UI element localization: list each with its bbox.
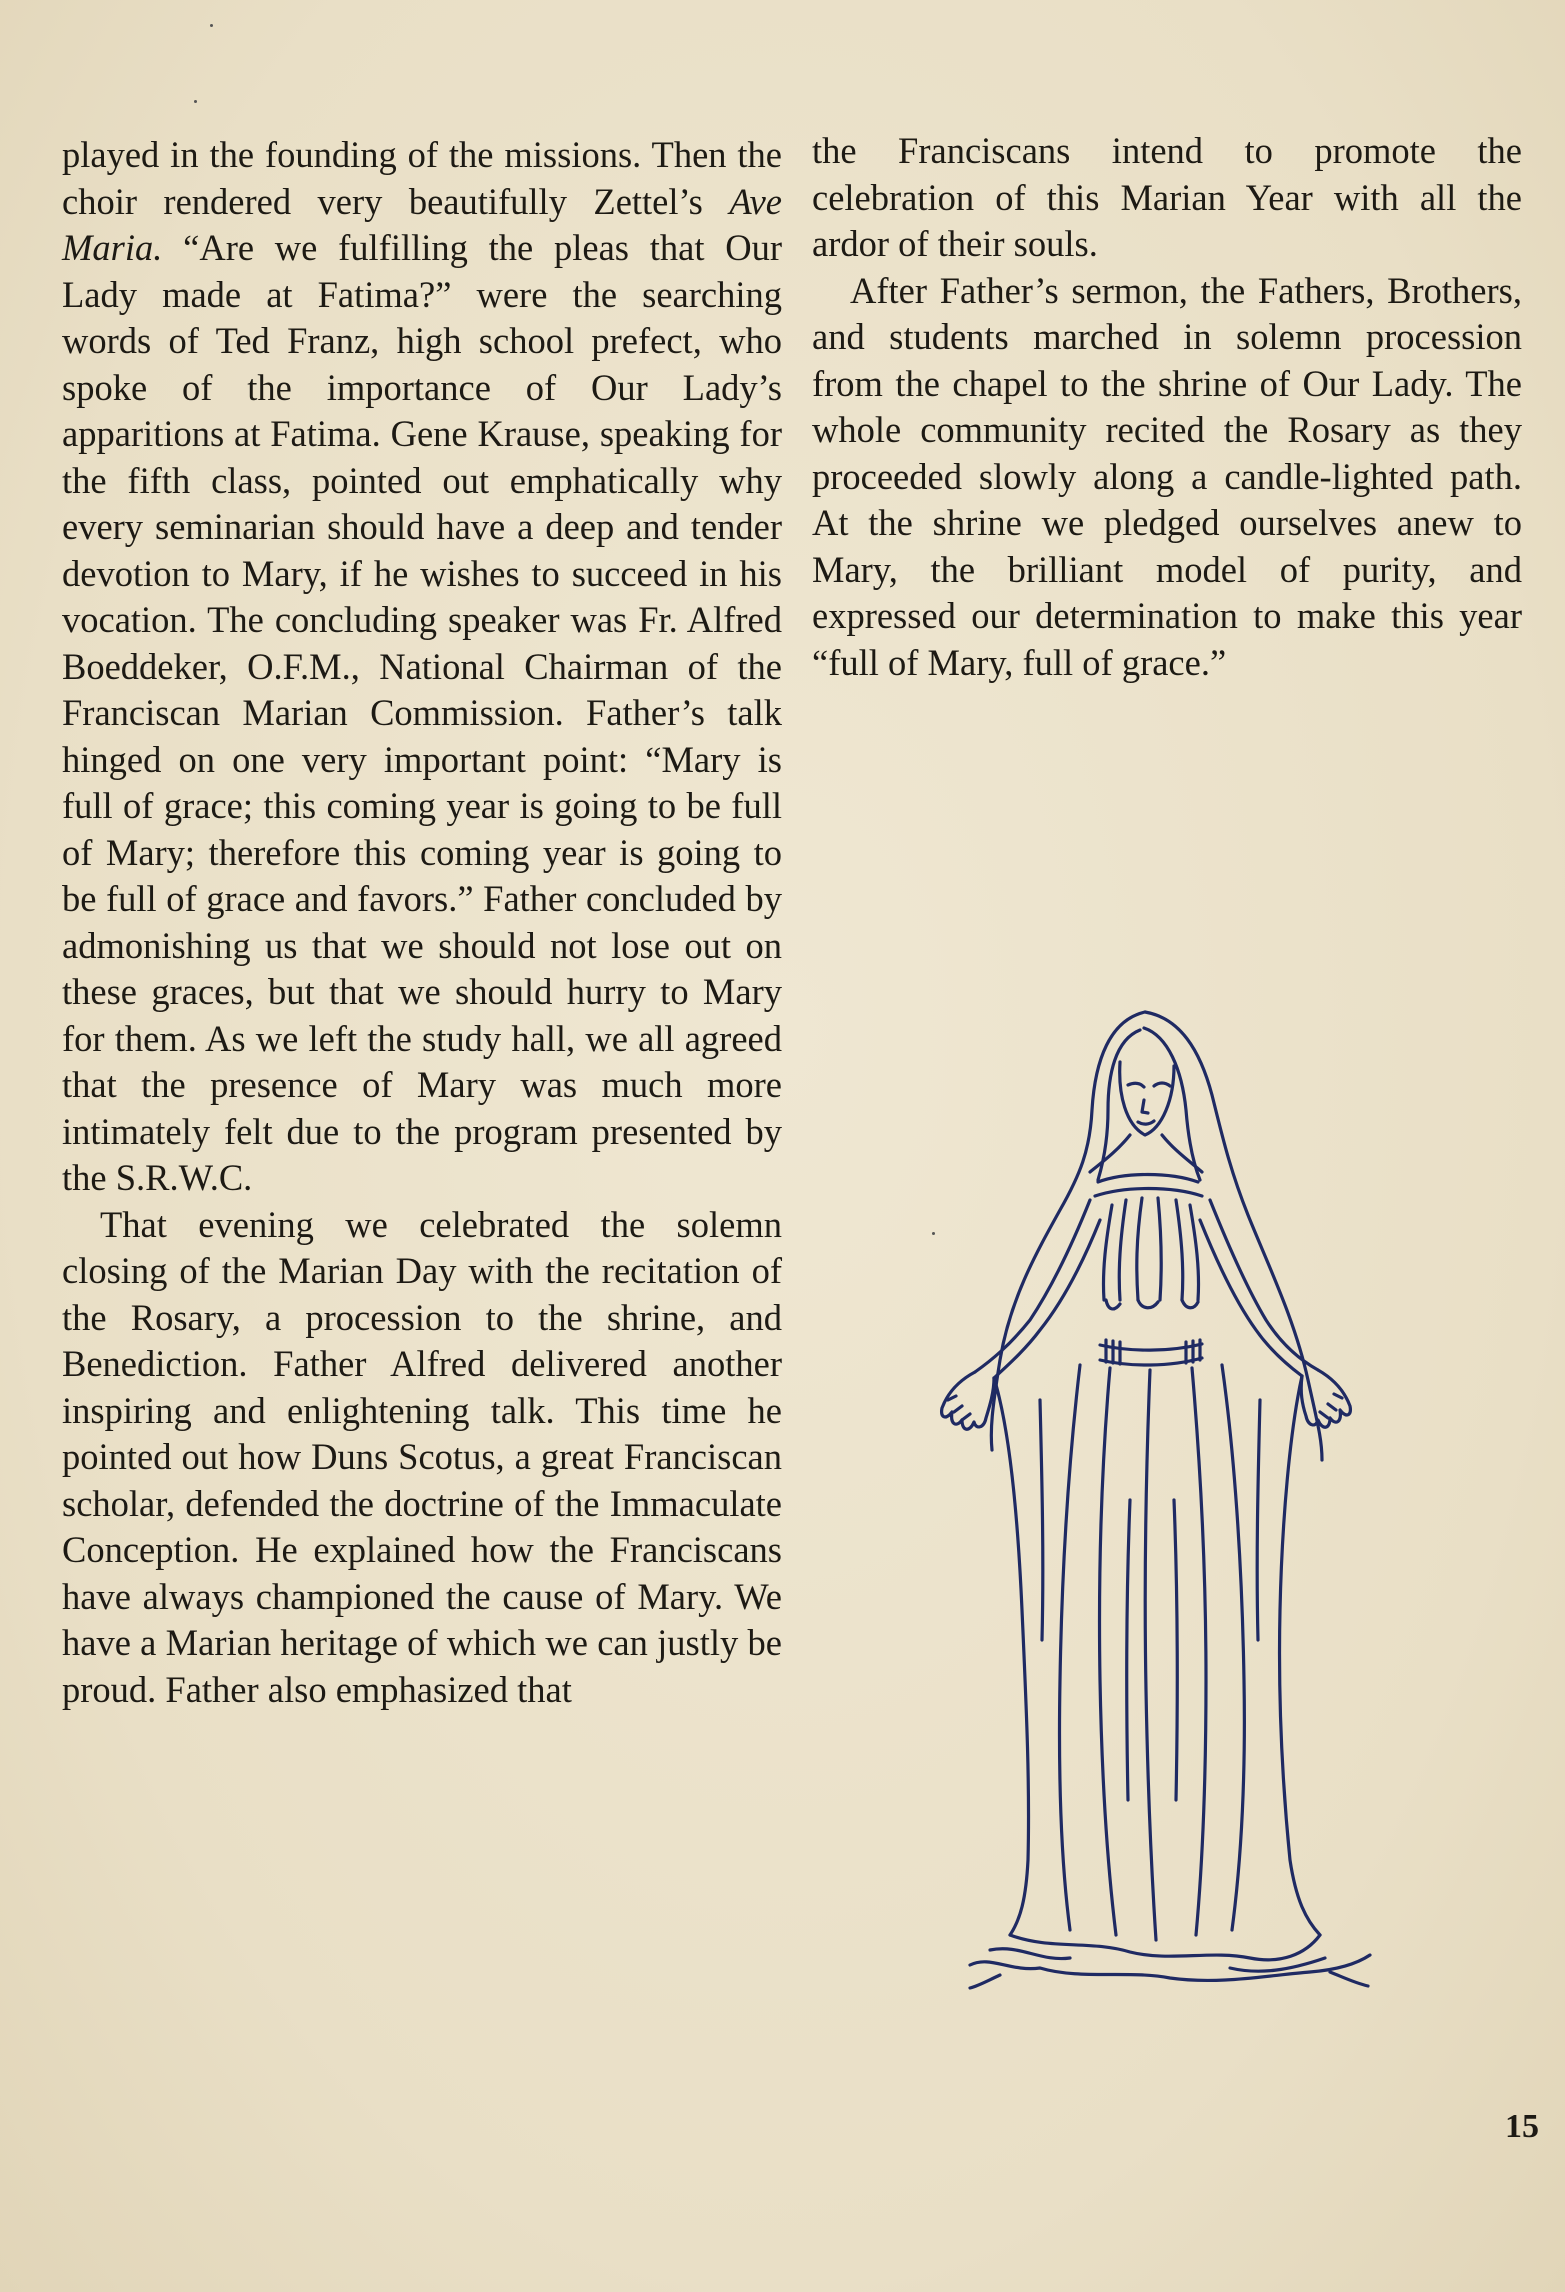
virgin-mary-icon [930,1000,1390,1990]
left-paragraph-2: That evening we celebrated the solemn closing of the Marian Day with the recitation of the Rosary, a procession to the shrine, and Benediction. Father Alfred delivered another inspiring and enlightening talk. This time he pointed out how Duns Scotus, a great Franciscan scholar, defended the doctrine of the Immaculate Conception. He explained how the Franciscans have always championed the cause of Mary. We have a Marian heritage of which we can justly be proud. Father also emphasized that [62,1203,782,1710]
right-text-column [812,128,1522,686]
paper-speck [194,100,197,103]
left-paragraph-1-text-b: “Are we fulfilling the pleas that Our Lady made at Fatima?” were the searching words of Ted Franz, high school prefect, who spoke of the importance of Our Lady’s apparitions at Fatima. Gene Krause, speaking for the fifth class, pointed out emphatically why every seminarian should have a deep and tender devotion to Mary, if he wishes to succeed in his vocation. The concluding speaker was Fr. Alfred Boeddeker, O.F.M., National Chairman of the Franciscan Marian Commission. Father’s talk hinged on one very important point: “Mary is full of grace; this coming year is going to be full of Mary; therefore this coming year is going to be full of grace and favors.” Father concluded by admonishing us that we should not lose out on these graces, but that we should hurry to Mary for them. As we left the study hall, we all agreed that the presence of Mary was much more intimately felt due to the program presented by the S.R.W.C. [62,227,782,1198]
left-paragraph-1-text-a: played in the founding of the missions. Then the choir rendered very beautifully Zettel’s [62,134,782,222]
paper-speck [210,24,213,27]
virgin-mary-illustration [930,1000,1390,1990]
right-paragraph-1: the Franciscans intend to promote the celebration of this Marian Year with all the ardor of their souls. [812,130,1522,264]
page-number: 15 [1505,2108,1539,2145]
paper-speck [932,1232,935,1235]
ave-maria-title: Ave Maria. [62,180,782,268]
right-paragraph-2: After Father’s sermon, the Fathers, Brothers, and students marched in solemn procession from the chapel to the shrine of Our Lady. The whole community recited the Rosary as they proceeded slowly along a candle-lighted path. At the shrine we pledged ourselves anew to Mary, the brilliant model of purity, and expressed our determination to make this year “full of Mary, full of grace.” [812,269,1522,683]
left-paragraph-1 [62,132,782,1202]
left-text-column [62,132,782,1713]
